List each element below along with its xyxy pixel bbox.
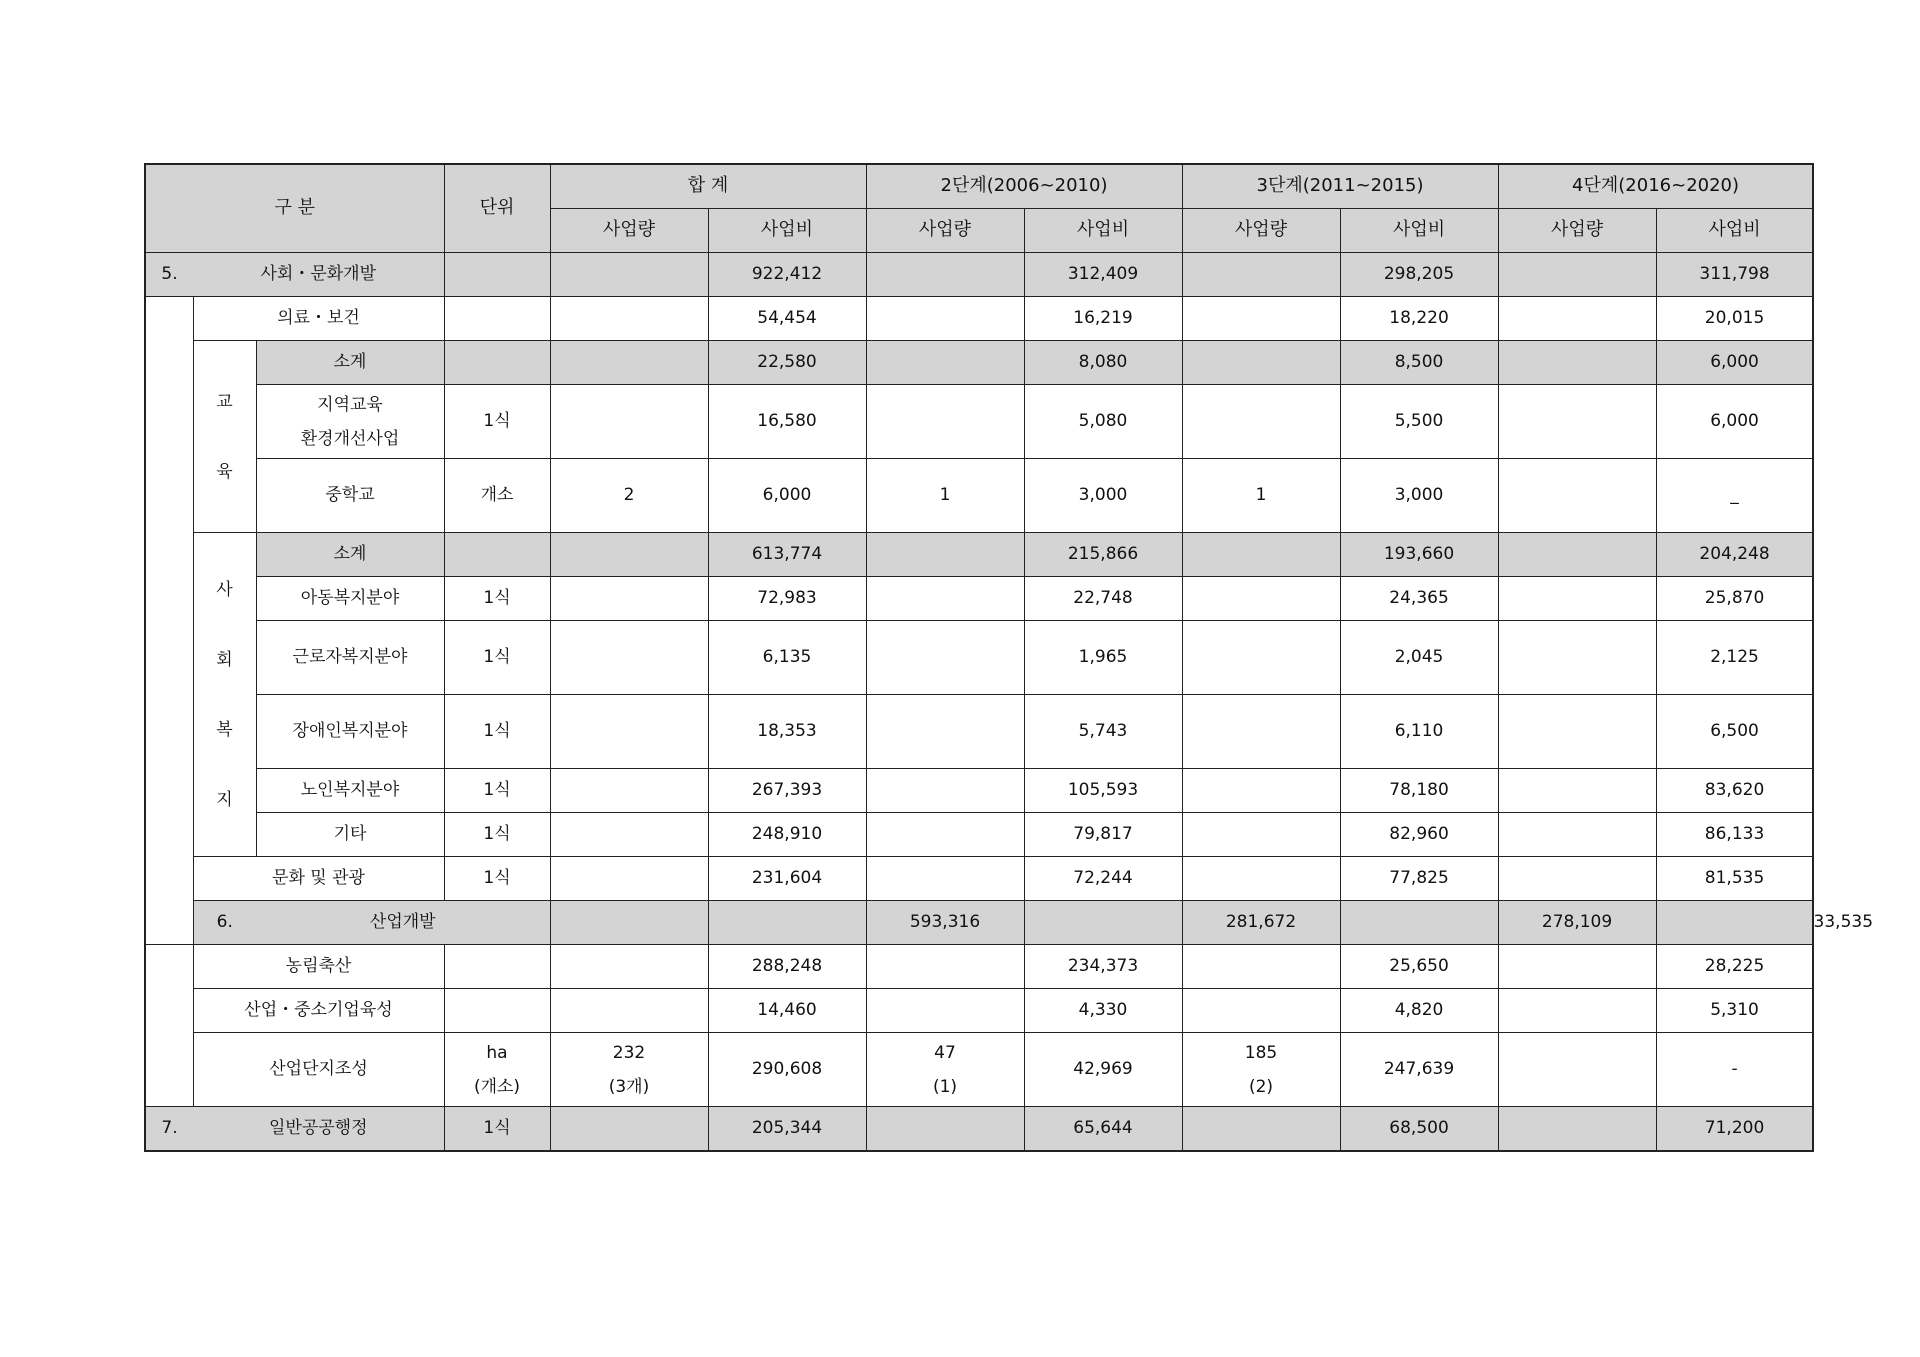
row-unit-line: (개소): [473, 1076, 521, 1097]
row-name: 노인복지분야: [256, 769, 444, 813]
cell-stage3-cost: 5,500: [1340, 385, 1498, 459]
cell-stage4-qty: [1498, 533, 1656, 577]
row-name: 소계: [256, 341, 444, 385]
cell-stage4-qty: [1498, 813, 1656, 857]
cell-stage4-qty: [1498, 577, 1656, 621]
cell-stage4-qty: [1498, 857, 1656, 901]
cell-stage3-qty: [1182, 945, 1340, 989]
cell-total-qty: 2: [550, 459, 708, 533]
cell-stage2-qty: [866, 533, 1024, 577]
cell-stage2-qty: [866, 1107, 1024, 1152]
cell-stage3-cost: 78,180: [1340, 769, 1498, 813]
header-qty: 사업량: [1182, 209, 1340, 253]
qty-line: (3개): [608, 1076, 650, 1097]
cell-stage4-qty: [1498, 341, 1656, 385]
cell-stage3-qty: [1182, 989, 1340, 1033]
cell-stage3-cost: 82,960: [1340, 813, 1498, 857]
table-row: [145, 989, 1813, 1033]
cell-stage3-cost: 4,820: [1340, 989, 1498, 1033]
cell-stage4-qty: [1498, 695, 1656, 769]
cell-total-qty: [550, 695, 708, 769]
cell-stage2-cost: 16,219: [1024, 297, 1182, 341]
cell-stage3-cost: 8,500: [1340, 341, 1498, 385]
cell-stage2-cost: 281,672: [1182, 901, 1340, 945]
budget-table: [144, 163, 1874, 1152]
table-row: [145, 945, 1813, 989]
table-row: [145, 621, 1813, 695]
cell-total-cost: 18,353: [708, 695, 866, 769]
cell-total-cost: 54,454: [708, 297, 866, 341]
cell-stage2-cost: 5,080: [1024, 385, 1182, 459]
row-name: 산업단지조성: [193, 1033, 444, 1107]
table-row: [145, 297, 1813, 341]
cell-total-cost: 72,983: [708, 577, 866, 621]
cell-total-qty: [550, 621, 708, 695]
cell-total-cost: 6,000: [708, 459, 866, 533]
cell-stage2-qty: [866, 1033, 1024, 1107]
cell-stage2-cost: 8,080: [1024, 341, 1182, 385]
cell-stage4-qty: [1498, 769, 1656, 813]
cell-stage2-cost: 79,817: [1024, 813, 1182, 857]
header-stage4: 4단계(2016~2020): [1498, 164, 1813, 209]
cell-stage2-cost: 105,593: [1024, 769, 1182, 813]
cell-total-qty: [550, 769, 708, 813]
row-number: 7.: [145, 1107, 193, 1152]
cell-stage4-cost: 81,535: [1656, 857, 1813, 901]
cell-stage3-qty: [1182, 813, 1340, 857]
cell-stage3-qty: [1340, 901, 1498, 945]
cell-stage2-cost: 65,644: [1024, 1107, 1182, 1152]
cell-stage2-qty: 1: [866, 459, 1024, 533]
table-row: [145, 1107, 1813, 1152]
cell-total-qty: [550, 577, 708, 621]
cell-total-cost: 248,910: [708, 813, 866, 857]
cell-total-qty: [550, 1107, 708, 1152]
row-unit: 1식: [444, 577, 550, 621]
cell-stage3-cost: 2,045: [1340, 621, 1498, 695]
cell-total-qty: [550, 989, 708, 1033]
cell-stage4-cost: 83,620: [1656, 769, 1813, 813]
row-unit: [444, 253, 550, 297]
header-total: 합 계: [550, 164, 866, 209]
cell-stage4-qty: [1498, 945, 1656, 989]
cell-stage4-cost: 6,000: [1656, 341, 1813, 385]
table-row: [145, 533, 1813, 577]
qty-line: (1): [932, 1076, 958, 1097]
row-name: 중학교: [256, 459, 444, 533]
cell-total-cost: 22,580: [708, 341, 866, 385]
cell-total-cost: 288,248: [708, 945, 866, 989]
table-row: [145, 341, 1813, 385]
group-label-char: 육: [216, 461, 233, 482]
cell-stage2-qty: [866, 695, 1024, 769]
row-name: [256, 385, 444, 459]
cell-stage4-qty: [1498, 459, 1656, 533]
cell-stage2-cost: 3,000: [1024, 459, 1182, 533]
cell-stage4-cost: 86,133: [1656, 813, 1813, 857]
row-unit: [444, 945, 550, 989]
row-unit: 1식: [444, 857, 550, 901]
table-row: [145, 813, 1813, 857]
cell-stage4-cost: -: [1656, 1033, 1813, 1107]
table-row: [145, 577, 1813, 621]
cell-stage4-qty: [1498, 297, 1656, 341]
cell-stage2-cost: 1,965: [1024, 621, 1182, 695]
row-unit: 1식: [444, 621, 550, 695]
group-label-char: 회: [216, 649, 233, 670]
cell-stage4-cost: 2,125: [1656, 621, 1813, 695]
cell-stage3-cost: 247,639: [1340, 1033, 1498, 1107]
cell-total-cost: 593,316: [866, 901, 1024, 945]
cell-stage3-qty: [1182, 621, 1340, 695]
cell-stage3-cost: 77,825: [1340, 857, 1498, 901]
cell-total-qty: [550, 533, 708, 577]
cell-stage2-cost: 312,409: [1024, 253, 1182, 297]
cell-stage2-qty: [866, 989, 1024, 1033]
cell-stage2-qty: [866, 769, 1024, 813]
cell-stage2-qty: [866, 813, 1024, 857]
cell-total-qty: [550, 341, 708, 385]
cell-total-cost: 16,580: [708, 385, 866, 459]
row-unit: [444, 297, 550, 341]
indent-spacer: [145, 297, 193, 945]
cell-total-cost: 290,608: [708, 1033, 866, 1107]
cell-stage3-cost: 6,110: [1340, 695, 1498, 769]
cell-stage4-qty: [1498, 253, 1656, 297]
cell-stage3-cost: 298,205: [1340, 253, 1498, 297]
row-unit: [444, 533, 550, 577]
header-qty: 사업량: [550, 209, 708, 253]
cell-stage4-qty: [1498, 989, 1656, 1033]
cell-stage3-qty: [1182, 253, 1340, 297]
cell-stage2-qty: [1024, 901, 1182, 945]
qty-line: (2): [1248, 1076, 1274, 1097]
cell-stage2-qty: [866, 385, 1024, 459]
cell-stage4-cost: 311,798: [1656, 253, 1813, 297]
cell-total-qty: [550, 385, 708, 459]
cell-stage2-qty: [866, 577, 1024, 621]
group-label-char: 교: [216, 391, 233, 412]
row-unit-line: ha: [486, 1042, 508, 1063]
cell-stage4-cost: 5,310: [1656, 989, 1813, 1033]
indent-spacer: [145, 945, 193, 1107]
qty-line: 232: [612, 1042, 646, 1063]
cell-stage4-qty: [1498, 621, 1656, 695]
table-row: [145, 459, 1813, 533]
row-name: 의료・보건: [193, 297, 444, 341]
header-cost: 사업비: [1656, 209, 1813, 253]
cell-stage4-cost: _: [1656, 459, 1813, 533]
cell-total-cost: 267,393: [708, 769, 866, 813]
cell-stage3-qty: [1182, 1033, 1340, 1107]
cell-total-qty: [550, 1033, 708, 1107]
cell-stage4-cost: 20,015: [1656, 297, 1813, 341]
header-category: 구 분: [145, 164, 444, 253]
cell-stage2-cost: 5,743: [1024, 695, 1182, 769]
cell-stage3-qty: [1182, 577, 1340, 621]
cell-stage3-qty: [1182, 385, 1340, 459]
row-name: 산업개발: [256, 901, 550, 945]
cell-total-cost: 613,774: [708, 533, 866, 577]
row-name: 근로자복지분야: [256, 621, 444, 695]
row-unit: [550, 901, 708, 945]
header-stage2: 2단계(2006~2010): [866, 164, 1182, 209]
cell-total-cost: 6,135: [708, 621, 866, 695]
group-label-char: 사: [216, 579, 233, 600]
table-row: [145, 253, 1813, 297]
table-row: [145, 1033, 1813, 1107]
cell-stage3-cost: 25,650: [1340, 945, 1498, 989]
cell-stage3-qty: [1182, 857, 1340, 901]
cell-stage2-cost: 215,866: [1024, 533, 1182, 577]
cell-stage3-qty: [1182, 297, 1340, 341]
table-row: [145, 769, 1813, 813]
cell-stage2-qty: [866, 621, 1024, 695]
cell-total-qty: [550, 253, 708, 297]
cell-stage2-cost: 42,969: [1024, 1033, 1182, 1107]
cell-stage2-cost: 22,748: [1024, 577, 1182, 621]
cell-stage3-qty: [1182, 769, 1340, 813]
cell-total-cost: 231,604: [708, 857, 866, 901]
cell-total-cost: 205,344: [708, 1107, 866, 1152]
row-unit: 1식: [444, 695, 550, 769]
cell-stage3-cost: 278,109: [1498, 901, 1656, 945]
header-unit: 단위: [444, 164, 550, 253]
cell-total-qty: [550, 813, 708, 857]
cell-stage4-cost: 71,200: [1656, 1107, 1813, 1152]
cell-total-cost: 922,412: [708, 253, 866, 297]
table-row: [145, 695, 1813, 769]
row-unit: [444, 341, 550, 385]
cell-stage2-qty: [866, 297, 1024, 341]
cell-stage3-cost: 193,660: [1340, 533, 1498, 577]
cell-total-qty: [708, 901, 866, 945]
cell-stage3-cost: 3,000: [1340, 459, 1498, 533]
table-row: [145, 385, 1813, 459]
row-name: 사회・문화개발: [193, 253, 444, 297]
row-unit: 1식: [444, 1107, 550, 1152]
qty-line: 185: [1244, 1042, 1278, 1063]
cell-stage3-qty: [1182, 533, 1340, 577]
cell-stage4-cost: 204,248: [1656, 533, 1813, 577]
cell-stage4-cost: 6,000: [1656, 385, 1813, 459]
header-cost: 사업비: [1340, 209, 1498, 253]
header-row-1: [145, 164, 1813, 209]
cell-stage3-cost: 18,220: [1340, 297, 1498, 341]
row-name: 산업・중소기업육성: [193, 989, 444, 1033]
cell-stage2-qty: [866, 253, 1024, 297]
cell-stage2-cost: 4,330: [1024, 989, 1182, 1033]
group-label-char: 복: [216, 719, 233, 740]
row-unit: [444, 1033, 550, 1107]
cell-stage2-qty: [866, 341, 1024, 385]
cell-total-qty: [550, 945, 708, 989]
cell-stage2-cost: 72,244: [1024, 857, 1182, 901]
cell-stage4-cost: 6,500: [1656, 695, 1813, 769]
cell-stage4-cost: 25,870: [1656, 577, 1813, 621]
row-name: 일반공공행정: [193, 1107, 444, 1152]
qty-line: 47: [934, 1042, 956, 1063]
table-row: [145, 857, 1813, 901]
cell-stage2-qty: [866, 945, 1024, 989]
cell-stage4-qty: [1498, 1107, 1656, 1152]
cell-stage2-cost: 234,373: [1024, 945, 1182, 989]
cell-stage3-cost: 68,500: [1340, 1107, 1498, 1152]
row-unit: 1식: [444, 385, 550, 459]
header-cost: 사업비: [1024, 209, 1182, 253]
row-unit: 1식: [444, 769, 550, 813]
row-unit: 개소: [444, 459, 550, 533]
row-unit: 1식: [444, 813, 550, 857]
group-label-education: [193, 341, 256, 533]
cell-stage3-qty: 1: [1182, 459, 1340, 533]
row-name-line: 지역교육: [317, 394, 383, 415]
row-name: 소계: [256, 533, 444, 577]
row-name: 문화 및 관광: [193, 857, 444, 901]
row-name: 장애인복지분야: [256, 695, 444, 769]
group-label-char: 지: [216, 789, 233, 810]
cell-total-cost: 14,460: [708, 989, 866, 1033]
table-row: 6. 산업개발 593,316 281,672 278,109 33,535: [145, 901, 1813, 945]
cell-stage4-cost: 28,225: [1656, 945, 1813, 989]
cell-stage3-qty: [1182, 1107, 1340, 1152]
cell-stage3-qty: [1182, 341, 1340, 385]
cell-total-qty: [550, 857, 708, 901]
row-name: 아동복지분야: [256, 577, 444, 621]
cell-stage4-qty: [1656, 901, 1813, 945]
row-number: 5.: [145, 253, 193, 297]
header-qty: 사업량: [866, 209, 1024, 253]
header-qty: 사업량: [1498, 209, 1656, 253]
group-label-welfare: [193, 533, 256, 857]
cell-stage4-qty: [1498, 385, 1656, 459]
cell-stage2-qty: [866, 857, 1024, 901]
row-unit: [444, 989, 550, 1033]
cell-stage3-qty: [1182, 695, 1340, 769]
cell-total-qty: [550, 297, 708, 341]
cell-stage4-qty: [1498, 1033, 1656, 1107]
row-name-line: 환경개선사업: [300, 428, 400, 449]
header-stage3: 3단계(2011~2015): [1182, 164, 1498, 209]
row-name: 농림축산: [193, 945, 444, 989]
cell-stage3-cost: 24,365: [1340, 577, 1498, 621]
row-name: 기타: [256, 813, 444, 857]
row-number: 6.: [193, 901, 256, 945]
header-cost: 사업비: [708, 209, 866, 253]
